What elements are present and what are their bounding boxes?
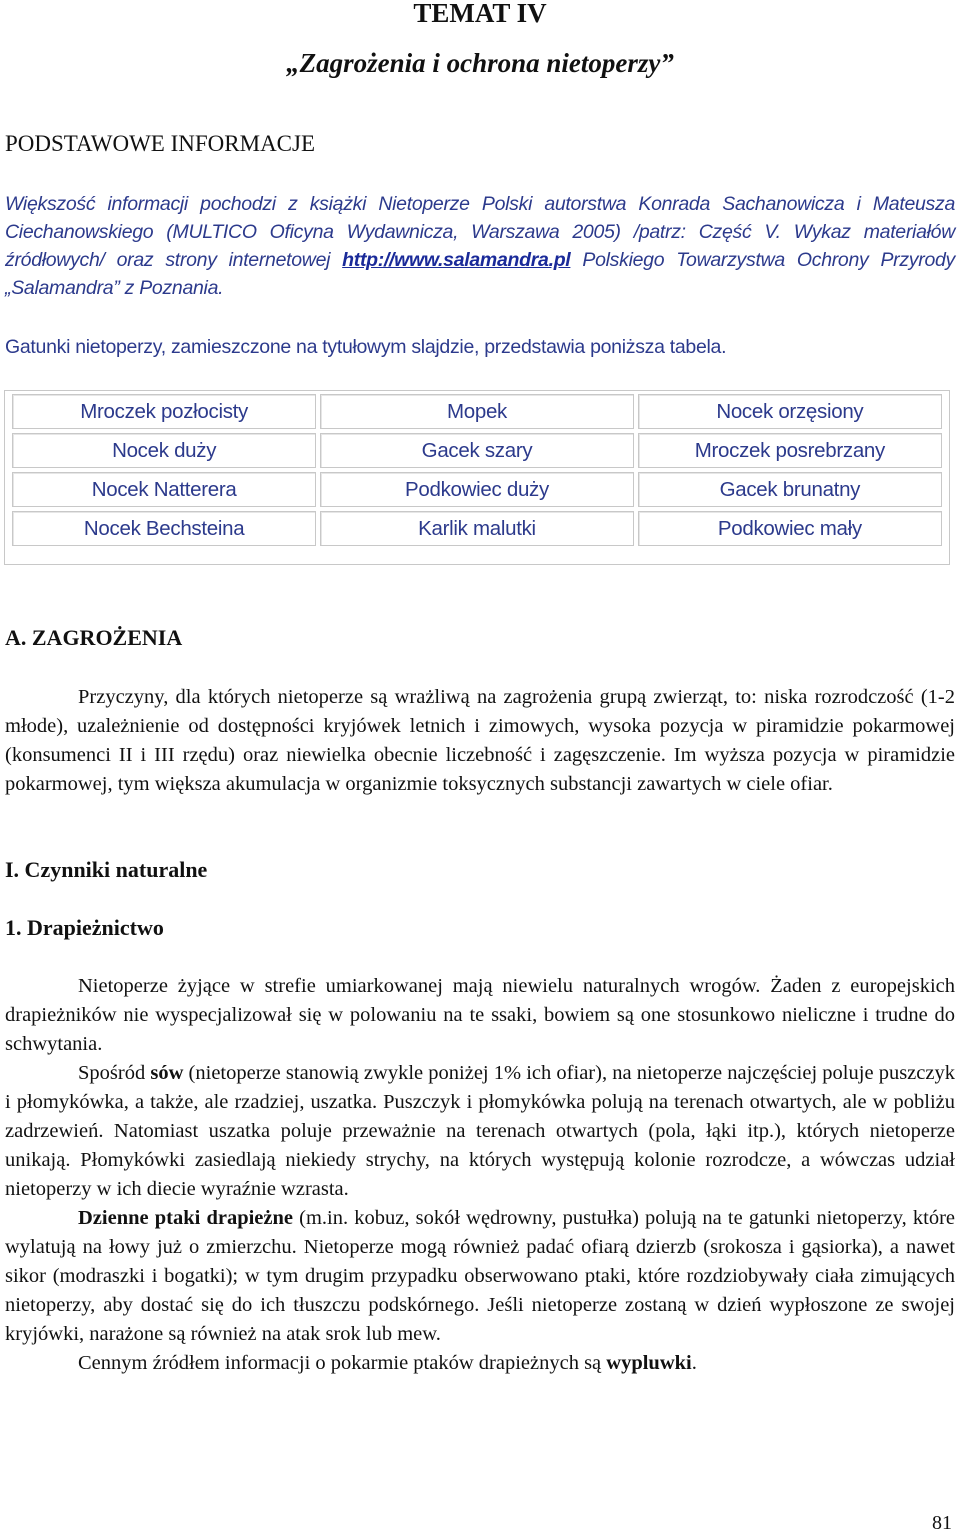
raptors-text: (m.in. kobuz, sokół wędrowny, pustułka) polują na te gatunki nietoperzy, które wylatują na łowy już o zmierzchu. Nietoperze mogą również padać ofiarą dzierzb (srokosza i gąsiorka), a nawet sikor (modraszki i bogatki); w tym drugim przypadku obserwowano ptaki, które rozdziobywały ciała zimujących nietoperzy, aby dostać się do ich tłuszczu podskórnego. Jeśli nietoperze zostaną w dzień wypłoszone ze swojej kryjówki, narażone są również na atak srok lub mew. — [5, 1207, 956, 1345]
natural-factors-heading: I. Czynniki naturalne — [5, 857, 208, 882]
table-cell: Mroczek posrebrzany — [638, 433, 942, 468]
table-cell: Nocek orzęsiony — [638, 394, 942, 429]
table-row — [12, 511, 942, 546]
intro-text-part1: Większość informacji pochodzi z książki Nietoperze Polski autorstwa Konrada Sachanowicza i Mateusza Ciechanowskiego (MULTICO Oficyna Wydawnicza, Warszawa 2005) /patrz: Część V. Wykaz materiałów źródłowych/ oraz strony internetowej — [5, 193, 955, 271]
table-cell: Gacek brunatny — [638, 472, 942, 507]
predation-paragraph-3 — [5, 1204, 955, 1349]
table-cell: Gacek szary — [320, 433, 633, 468]
intro-paragraph — [5, 190, 955, 302]
pellets-end: . — [691, 1352, 697, 1374]
threats-heading: A. ZAGROŻENIA — [5, 625, 183, 650]
species-table — [4, 390, 950, 565]
salamandra-link[interactable]: http://www.salamandra.pl — [342, 249, 571, 271]
table-cell: Nocek Natterera — [12, 472, 316, 507]
table-row — [12, 433, 942, 468]
basic-info-heading: PODSTAWOWE INFORMACJE — [5, 131, 316, 156]
owls-term: sów — [150, 1062, 184, 1084]
table-caption: Gatunki nietoperzy, zamieszczone na tytułowym slajdzie, przedstawia poniższa tabela. — [5, 336, 727, 358]
page-title: TEMAT IV — [413, 0, 547, 28]
page-number: 81 — [932, 1512, 952, 1534]
threats-text: Przyczyny, dla których nietoperze są wrażliwą na zagrożenia grupą zwierząt, to: niska rozrodczość (1-2 młode), uzależnienie od dostępności kryjówek letnich i zimowych, wysoka pozycja w piramidzie pokarmowej (konsumenci II i III rzędu) oraz niewielka obecnie liczebność i zagęszczenie. Im wyższa pozycja w piramidzie pokarmowej, tym większa akumulacja w organizmie toksycznych substancji zawartych w ciele ofiar. — [5, 686, 955, 795]
predation-paragraph-1: Nietoperze żyjące w strefie umiarkowanej mają niewielu naturalnych wrogów. Żaden z europejskich drapieżników nie wyspecjalizował się w polowaniu na te ssaki, bowiem są one stosunkowo nieliczne i trudne do schwytania. — [5, 975, 955, 1055]
raptors-term: Dzienne ptaki drapieżne — [78, 1207, 293, 1229]
table-cell: Mopek — [320, 394, 633, 429]
table-cell: Karlik malutki — [320, 511, 633, 546]
table-row — [12, 394, 942, 429]
table-cell: Podkowiec mały — [638, 511, 942, 546]
pellets-intro-text: Cennym źródłem informacji o pokarmie ptaków drapieżnych są — [78, 1352, 607, 1374]
table-cell: Podkowiec duży — [320, 472, 633, 507]
predation-paragraph-4 — [5, 1349, 955, 1378]
page-subtitle: „Zagrożenia i ochrona nietoperzy” — [286, 48, 674, 78]
table-cell: Nocek Bechsteina — [12, 511, 316, 546]
owls-text: (nietoperze stanowią zwykle poniżej 1% ich ofiar), na nietoperze najczęściej poluje puszczyk i płomykówka, a także, ale rzadziej, uszatka. Puszczyk i płomykówka polują na terenach otwartych, ale w pobliżu zadrzewień. Natomiast uszatka poluje przeważnie na terenach otwartych (pola, łąki itp.), których nietoperze unikają. Płomykówki zasiedlają niekiedy strychy, na których występują kolonie rozrodcze, a wówczas udział nietoperzy w ich diecie wyraźnie wzrasta. — [5, 1062, 955, 1200]
predation-heading: 1. Drapieżnictwo — [5, 915, 164, 940]
table-cell: Nocek duży — [12, 433, 316, 468]
predation-section — [5, 972, 955, 1378]
pellets-term: wypluwki — [606, 1352, 692, 1374]
owls-intro-text: Spośród — [78, 1062, 151, 1084]
predation-paragraph-2 — [5, 1059, 955, 1204]
table-cell: Mroczek pozłocisty — [12, 394, 316, 429]
table-row — [12, 472, 942, 507]
intro-text-part2: Polskiego Towarzystwa Ochrony Przyrody „Salamandra” z Poznania. — [5, 249, 955, 299]
threats-paragraph — [5, 683, 955, 799]
